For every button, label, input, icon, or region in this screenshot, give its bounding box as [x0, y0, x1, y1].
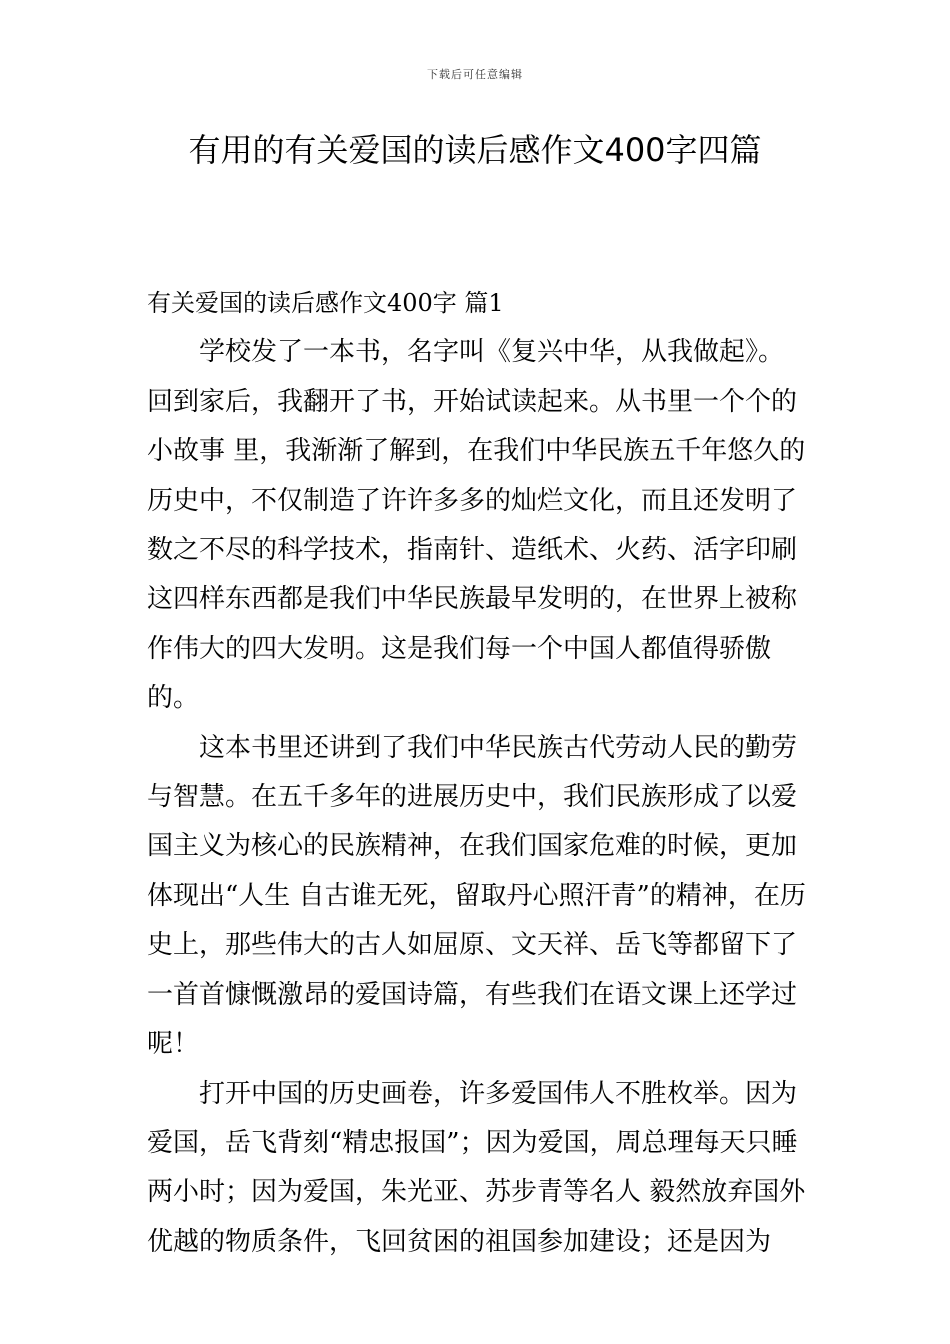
paragraph-1: 学校发了一本书，名字叫《复兴中华，从我做起》。回到家后，我翻开了书，开始试读起来。从书里一个个的小故事 里，我渐渐了解到，在我们中华民族五千年悠久的历史中，不仅制造了许许多多的灿烂文化，而且还发明了数之不尽的科学技术，指南针、造纸术、火药、活字印刷这四样东西都是我们中华民族最早发明的，在世界上被称作伟大的四大发明。这是我们每一个中国人都值得骄傲的。 — [147, 337, 806, 714]
document-title: 有用的有关爱国的读后感作文400字四篇 — [188, 131, 762, 169]
paragraph-2: 这本书里还讲到了我们中华民族古代劳动人民的勤劳与智慧。在五千多年的进展历史中，我们民族形成了以爱国主义为核心的民族精神，在我们国家危难的时候，更加体现出“人生 自古谁无死，留取丹心照汗青”的精神，在历史上，那些伟大的古人如屈原、文天祥、岳飞等都留下了一首首慷慨激昂的爱国诗篇，有些我们在语文课上还学过呢！ — [147, 732, 806, 1060]
document-body — [147, 279, 807, 1267]
section-heading: 有关爱国的读后感作文400字 篇1 — [147, 289, 504, 317]
paragraph-3: 打开中国的历史画卷，许多爱国伟人不胜枚举。因为爱国，岳飞背刻“精忠报国”；因为爱国，周总理每天只睡两小时；因为爱国，朱光亚、苏步青等名人 毅然放弃国外优越的物质条件，飞回贫困的祖国参加建设；还是因为 — [147, 1078, 806, 1257]
page-header-note: 下载后可任意编辑 — [427, 68, 523, 81]
